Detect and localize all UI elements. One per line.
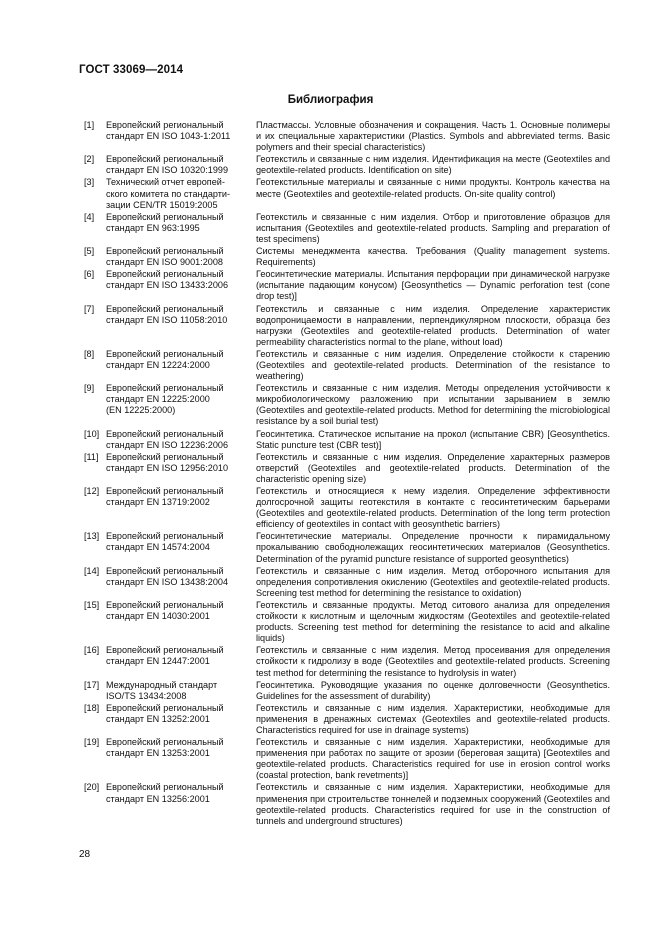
bibliography-entry <box>84 177 610 210</box>
bibliography-entry <box>84 212 610 245</box>
entry-description: Геотекстиль и относящиеся к нему изделия. Определение эффективности долгосрочной защиты геотекстиля в контакте с геосинтетическим барьерами (Geotextiles and geotextile-related products. Determination of the long term protection efficiency of geotextiles in contact with geosynthetic barriers) <box>256 486 610 530</box>
bibliography-entry <box>84 703 610 736</box>
entry-source-standard: Европейский региональный стандарт EN 13252:2001 <box>106 702 224 724</box>
entry-number: [1] <box>84 120 95 130</box>
bibliography-entry <box>84 429 610 451</box>
bibliography-list <box>84 120 610 828</box>
entry-source-standard: Европейский региональный стандарт EN 963:1995 <box>106 211 224 233</box>
entry-number: [6] <box>84 269 95 280</box>
entry-source-standard: Европейский региональный стандарт EN ISO 9001:2008 <box>106 246 224 268</box>
entry-number: [20] <box>84 782 100 793</box>
entry-description: Геотекстиль и связанные с ним изделия. Методы определения устойчивости к микробиологическому разложению при испытании зарыванием в землю (Geotextiles and geotextile-related products. Method for determining the microbiological resistance by a soil burial test) <box>256 383 610 427</box>
entry-source-standard: Европейский региональный стандарт EN ISO 12236:2006 <box>106 428 228 450</box>
bibliography-entry <box>84 680 610 702</box>
entry-description: Геотекстильные материалы и связанные с ними продукты. Контроль качества на месте (Geotextiles and geotextile-related products. On-site quality control) <box>256 177 610 199</box>
entry-number: [18] <box>84 702 100 713</box>
entry-number: [14] <box>84 565 100 576</box>
entry-source-standard: Европейский региональный стандарт EN 13719:2002 <box>106 486 224 508</box>
bibliography-entry <box>84 645 610 678</box>
entry-description: Геотекстиль и связанные с ним изделия. Определение стойкости к старению (Geotextiles and geotextile-related products. Determination of the resistance to weathering) <box>256 348 610 382</box>
bibliography-entry <box>84 383 610 427</box>
entry-number: [8] <box>84 348 95 359</box>
entry-description: Геотекстиль и связанные с ним изделия. Определение характерных размеров отверстий (Geotextiles and geotextile-related products. Determination of the characteristic opening size) <box>256 451 610 484</box>
bibliography-entry <box>84 120 610 153</box>
entry-source-standard: Европейский региональный стандарт EN 13253:2001 <box>106 737 224 759</box>
entry-source-standard: Европейский региональный стандарт EN 12224:2000 <box>106 348 224 370</box>
entry-number: [2] <box>84 154 95 165</box>
entry-number: [16] <box>84 645 100 656</box>
page-title: Библиография <box>287 94 374 106</box>
bibliography-entry <box>84 452 610 485</box>
entry-number: [9] <box>84 383 95 394</box>
entry-number: [15] <box>84 599 100 610</box>
entry-source-standard: Европейский региональный стандарт EN ISO 11058:2010 <box>106 303 228 325</box>
bibliography-entry <box>84 246 610 268</box>
entry-source-standard: Европейский региональный стандарт EN 12225:2000 (EN 12225:2000) <box>106 383 224 416</box>
entry-description: Геосинтетика. Статическое испытание на прокол (испытание CBR) [Geosynthetics. Static puncture test (CBR test)] <box>256 428 610 450</box>
bibliography-entry <box>84 486 610 530</box>
entry-number: [5] <box>84 246 95 257</box>
bibliography-entry <box>84 154 610 176</box>
bibliography-entry <box>84 566 610 599</box>
document-header: ГОСТ 33069—2014 <box>79 64 184 76</box>
bibliography-entry <box>84 269 610 302</box>
entry-number: [19] <box>84 737 100 748</box>
bibliography-entry <box>84 531 610 564</box>
entry-number: [7] <box>84 303 95 314</box>
entry-number: [10] <box>84 428 100 439</box>
entry-number: [4] <box>84 211 95 222</box>
entry-description: Геотекстиль и связанные с ним изделия. Характеристики, необходимые для применения при строительстве тоннелей и подземных сооружений (Geotextiles and geotextile-related products. Characteristics required for use in the construction of tunnels and underground structures) <box>256 782 610 826</box>
bibliography-entry <box>84 600 610 644</box>
entry-source-standard: Европейский региональный стандарт EN ISO 10320:1999 <box>106 154 228 176</box>
entry-description: Геотекстиль и связанные с ним изделия. Характеристики, необходимые для применения в дренажных системах (Geotextiles and geotextile-related products. Characteristics required for use in drainage systems) <box>256 702 610 735</box>
entry-description: Геотекстиль и связанные продукты. Метод ситового анализа для определения стойкости к кислотным и щелочным жидкостям (Geotextiles and geotextile-related products. Screening test method for determining the resistance to acid and alkaline liquids) <box>256 599 610 644</box>
entry-number: [11] <box>84 451 99 462</box>
entry-source-standard: Европейский региональный стандарт EN ISO 13433:2006 <box>106 269 228 291</box>
entry-description: Геотекстиль и связанные с ним изделия. Метод просеивания для определения стойкости к гидролизу в воде (Geotextiles and geotextile-related products. Screening test method for determining the resistance to hydrolysis in water) <box>256 645 610 678</box>
entry-description: Пластмассы. Условные обозначения и сокращения. Часть 1. Основные полимеры и их специальные характеристики (Plastics. Symbols and abbreviated terms. Basic polymers and their special characteristics) <box>256 120 610 153</box>
entry-source-standard: Международный стандарт ISO/TS 13434:2008 <box>106 679 218 701</box>
entry-source-standard: Технический отчет европей- ского комитета по стандарти- зации CEN/TR 15019:2005 <box>106 177 231 210</box>
entry-source-standard: Европейский региональный стандарт EN ISO 13438:2004 <box>106 565 228 587</box>
entry-source-standard: Европейский региональный стандарт EN ISO 1043-1:2011 <box>106 120 231 142</box>
bibliography-entry <box>84 737 610 781</box>
entry-source-standard: Европейский региональный стандарт EN 14574:2004 <box>106 531 224 553</box>
entry-description: Геотекстиль и связанные с ним изделия. Отбор и приготовление образцов для испытания (Geotextiles and geotextile-related products. Sampling and preparation of test specimens) <box>256 211 610 244</box>
entry-number: [17] <box>84 679 100 690</box>
entry-description: Геосинтетика. Руководящие указания по оценке долговечности (Geosynthetics. Guidelines for the assessment of durability) <box>256 679 610 701</box>
entry-description: Системы менеджмента качества. Требования (Quality management systems. Requirements) <box>256 246 610 268</box>
entry-description: Геотекстиль и связанные с ним изделия. Идентификация на месте (Geotextiles and geotextile-related products. Identification on site) <box>256 154 610 176</box>
page-number: 28 <box>79 849 91 860</box>
bibliography-entry <box>84 782 610 826</box>
entry-number: [12] <box>84 486 100 496</box>
entry-source-standard: Европейский региональный стандарт EN 13256:2001 <box>106 782 224 804</box>
bibliography-entry <box>84 304 610 348</box>
entry-description: Геотекстиль и связанные с ним изделия. Определение характеристик водопроницаемости в направлении, перпендикулярном плоскости, образца без нагрузки (Geotextiles and geotextile-related products. Determination of water permeability characteristics normal to the plane, without load) <box>256 303 610 347</box>
entry-description: Геотекстиль и связанные с ним изделия. Характеристики, необходимые для применения при работах по защите от эрозии (береговая защита) [Geotextiles and geotextile-related products. Characteristics required for use in erosion control works (coastal protection, bank revetments)] <box>256 737 610 781</box>
entry-number: [13] <box>84 531 100 542</box>
entry-description: Геосинтетические материалы. Испытания перфорации при динамической нагрузке (испытание падающим конусом) [Geosynthetics — Dynamic perforation test (cone drop test)] <box>256 269 610 302</box>
bibliography-entry <box>84 349 610 382</box>
entry-source-standard: Европейский региональный стандарт EN 12447:2001 <box>106 645 224 667</box>
entry-description: Геотекстиль и связанные с ним изделия. Метод отборочного испытания для определения сопротивления окислению (Geotextiles and geotextile-related products. Screening test method for determining the resistance to oxidation) <box>256 565 610 598</box>
entry-description: Геосинтетические материалы. Определение прочности к пирамидальному прокалыванию свободнолежащих геосинтетических материалов (Geosynthetics. Determination of the pyramid puncture resistance of supported geosynthetics) <box>256 531 610 564</box>
entry-number: [3] <box>84 177 95 188</box>
entry-source-standard: Европейский региональный стандарт EN ISO 12956:2010 <box>106 451 228 473</box>
entry-source-standard: Европейский региональный стандарт EN 14030:2001 <box>106 599 224 622</box>
